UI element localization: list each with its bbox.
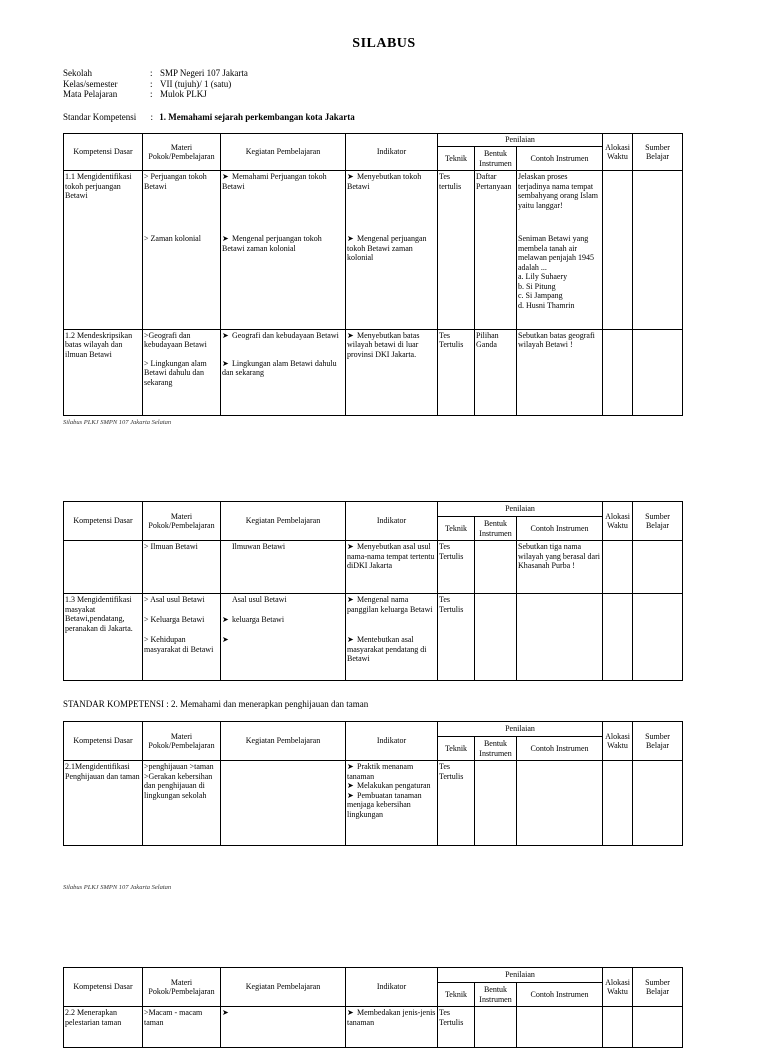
header-alokasi: Alokasi Waktu	[603, 502, 633, 541]
header-alokasi: Alokasi Waktu	[603, 722, 633, 761]
arrow-bullet-icon: ➤	[222, 330, 229, 340]
header-indikator: Indikator	[346, 502, 438, 541]
arrow-bullet-icon: ➤	[347, 595, 354, 604]
info-separator: :	[150, 78, 153, 89]
kegiatan-item: Asal usul Betawi	[232, 595, 287, 604]
alokasi-cell	[603, 541, 633, 594]
contoh-cell: Sebutkan batas geografi wilayah Betawi !	[517, 329, 603, 415]
header-bentuk: Bentuk Instrumen	[475, 517, 517, 541]
header-penilaian: Penilaian	[438, 502, 603, 517]
teknik-cell: Tes Tertulis	[438, 541, 475, 594]
alokasi-cell	[603, 171, 633, 330]
table-row	[64, 1007, 683, 1048]
contoh-cell	[517, 761, 603, 846]
document-title: SILABUS	[352, 36, 416, 51]
materi-item: > Lingkungan alam Betawi dahulu dan sekarang	[144, 358, 207, 387]
header-penilaian: Penilaian	[438, 722, 603, 737]
header-materi: Materi Pokok/Pembelajaran	[143, 968, 221, 1007]
bentuk-cell	[475, 541, 517, 594]
header-teknik: Teknik	[438, 517, 475, 541]
info-value: VII (tujuh)/ 1 (satu)	[160, 78, 232, 89]
header-kompetensi: Kompetensi Dasar	[64, 968, 143, 1007]
info-separator: :	[150, 89, 153, 99]
header-materi: Materi Pokok/Pembelajaran	[143, 722, 221, 761]
arrow-bullet-icon: ➤	[222, 635, 229, 644]
materi-cell: >penghijauan >taman >Gerakan kebersihan dan penghijauan di lingkungan sekolah	[143, 761, 221, 846]
alokasi-cell	[603, 761, 633, 846]
bentuk-cell	[475, 594, 517, 681]
indikator-item: ➤ Menyebutkan batas wilayah betawi di luar provinsi DKI Jakarta.	[347, 330, 420, 359]
materi-cell	[143, 329, 221, 415]
header-kompetensi: Kompetensi Dasar	[64, 134, 143, 171]
header-bentuk: Bentuk Instrumen	[475, 983, 517, 1007]
header-teknik: Teknik	[438, 737, 475, 761]
indikator-item: ➤ Menyebutkan asal usul nama-nama tempat tertentu diDKI Jakarta	[347, 542, 435, 570]
teknik-cell: Tes Tertulis	[438, 1007, 475, 1048]
contoh-item: Seniman Betawi yang membela tanah air melawan penjajah 1945 adalah ...	[518, 234, 594, 272]
kegiatan-item	[222, 1008, 344, 1018]
header-contoh: Contoh Instrumen	[517, 983, 603, 1007]
indikator-cell	[346, 171, 438, 330]
indikator-item: ➤ Pembuatan tanaman menjaga kebersihan lingkungan	[347, 790, 422, 819]
kd-cell: 2.1Mengidentifikasi Penghijauan dan taman	[64, 761, 143, 846]
header-materi: Materi Pokok/Pembelajaran	[143, 134, 221, 171]
indikator-cell	[346, 329, 438, 415]
contoh-item: Jelaskan proses terjadinya nama tempat sembahyang orang Islam yaitu langgar!	[518, 172, 598, 210]
arrow-bullet-icon: ➤	[347, 762, 354, 771]
header-contoh: Contoh Instrumen	[517, 147, 603, 171]
kd-cell: 1.3 Mengidentifikasi masyakat Betawi,pendatang, peranakan di Jakarta.	[64, 594, 143, 681]
kegiatan-item: ➤ keluarga Betawi	[222, 615, 285, 624]
materi-item: > Asal usul Betawi	[144, 595, 205, 604]
kegiatan-cell	[221, 329, 346, 415]
header-bentuk: Bentuk Instrumen	[475, 737, 517, 761]
header-teknik: Teknik	[438, 983, 475, 1007]
kegiatan-cell	[221, 594, 346, 681]
arrow-bullet-icon: ➤	[347, 790, 354, 800]
header-alokasi: Alokasi Waktu	[603, 134, 633, 171]
info-label: Sekolah	[63, 68, 92, 78]
option-item: d. Husni Thamrin	[518, 300, 575, 310]
arrow-bullet-icon: ➤	[222, 1008, 229, 1017]
table-row	[64, 541, 683, 594]
contoh-cell: Sebutkan tiga nama wilayah yang berasal dari Khasanah Purba !	[517, 541, 603, 594]
header-kegiatan: Kegiatan Pembelajaran	[221, 134, 346, 171]
materi-cell: >Macam - macam taman	[143, 1007, 221, 1048]
sumber-cell	[633, 1007, 683, 1048]
kegiatan-item: ➤ Geografi dan kebudayaan Betawi	[222, 330, 339, 340]
bentuk-cell: Pilihan Ganda	[475, 329, 517, 415]
info-row	[63, 68, 248, 79]
kegiatan-cell	[221, 1007, 346, 1048]
teknik-cell: Tes Tertulis	[438, 761, 475, 846]
header-bentuk: Bentuk Instrumen	[475, 147, 517, 171]
materi-item: > Keluarga Betawi	[144, 615, 205, 624]
table-row	[64, 761, 683, 846]
table-row	[64, 329, 683, 415]
header-kegiatan: Kegiatan Pembelajaran	[221, 502, 346, 541]
arrow-bullet-icon: ➤	[222, 615, 229, 624]
header-indikator: Indikator	[346, 134, 438, 171]
header-sumber: Sumber Belajar	[633, 968, 683, 1007]
arrow-bullet-icon: ➤	[347, 542, 354, 551]
bentuk-cell: Daftar Pertanyaan	[475, 171, 517, 330]
kegiatan-cell	[221, 761, 346, 846]
teknik-cell: Tes tertulis	[438, 171, 475, 330]
arrow-bullet-icon: ➤	[347, 635, 354, 644]
option-item: b. Si Pitung	[518, 281, 556, 291]
header-materi: Materi Pokok/Pembelajaran	[143, 502, 221, 541]
kegiatan-cell	[221, 171, 346, 330]
header-kegiatan: Kegiatan Pembelajaran	[221, 722, 346, 761]
alokasi-cell	[603, 1007, 633, 1048]
indikator-item: ➤ Mentebutkan asal masyarakat pendatang di Betawi	[347, 635, 427, 663]
contoh-cell	[517, 1007, 603, 1048]
bentuk-cell	[475, 761, 517, 846]
standar-kompetensi	[63, 112, 355, 122]
header-indikator: Indikator	[346, 722, 438, 761]
syllabus-table-4	[63, 967, 683, 1048]
info-value: Mulok PLKJ	[160, 89, 207, 99]
indikator-item: ➤ Menyebutkan tokoh Betawi	[347, 172, 422, 191]
kegiatan-item: ➤ Mengenal perjuangan tokoh Betawi zaman kolonial	[222, 234, 322, 253]
arrow-bullet-icon: ➤	[347, 781, 354, 790]
kegiatan-item: Ilmuwan Betawi	[232, 542, 286, 551]
materi-cell	[143, 594, 221, 681]
info-label: Mata Pelajaran	[63, 89, 118, 99]
indikator-item: ➤ Membedakan jenis-jenis tanaman	[347, 1008, 436, 1027]
header-contoh: Contoh Instrumen	[517, 517, 603, 541]
header-sumber: Sumber Belajar	[633, 502, 683, 541]
kd-cell	[64, 541, 143, 594]
arrow-bullet-icon: ➤	[222, 234, 229, 244]
materi-item: >Geografi dan kebudayaan Betawi	[144, 330, 207, 350]
header-kompetensi: Kompetensi Dasar	[64, 502, 143, 541]
materi-cell: > Ilmuan Betawi	[143, 541, 221, 594]
indikator-item: ➤ Melakukan pengaturan	[347, 781, 431, 790]
arrow-bullet-icon: ➤	[222, 358, 229, 368]
header-sumber: Sumber Belajar	[633, 722, 683, 761]
indikator-item: ➤ Praktik menanam tanaman	[347, 762, 414, 781]
option-item: c. Si Jampang	[518, 291, 563, 301]
indikator-item: ➤ Mengenal nama panggilan keluarga Betawi	[347, 595, 433, 614]
kegiatan-cell	[221, 541, 346, 594]
arrow-bullet-icon: ➤	[347, 1008, 354, 1017]
arrow-bullet-icon: ➤	[347, 172, 354, 182]
standar-value: 1. Memahami sejarah perkembangan kota Jakarta	[159, 112, 355, 122]
header-contoh: Contoh Instrumen	[517, 737, 603, 761]
header-penilaian: Penilaian	[438, 134, 603, 147]
sumber-cell	[633, 761, 683, 846]
header-indikator: Indikator	[346, 968, 438, 1007]
alokasi-cell	[603, 594, 633, 681]
syllabus-table-3	[63, 721, 683, 846]
sumber-cell	[633, 171, 683, 330]
kegiatan-item	[222, 635, 344, 645]
standar-kompetensi-2: STANDAR KOMPETENSI : 2. Memahami dan menerapkan penghijauan dan taman	[63, 699, 369, 709]
info-block	[63, 68, 248, 100]
indikator-item: ➤ Mengenal perjuangan tokoh Betawi zaman kolonial	[347, 234, 427, 263]
header-teknik: Teknik	[438, 147, 475, 171]
syllabus-table-1	[63, 133, 683, 416]
header-kompetensi: Kompetensi Dasar	[64, 722, 143, 761]
teknik-cell: Tes Tertulis	[438, 329, 475, 415]
header-alokasi: Alokasi Waktu	[603, 968, 633, 1007]
indikator-cell	[346, 1007, 438, 1048]
materi-item: > Kehidupan masyarakat di Betawi	[144, 635, 214, 654]
standar-label: Standar Kompetensi	[63, 112, 137, 122]
kegiatan-item: ➤ Lingkungan alam Betawi dahulu dan sekarang	[222, 358, 337, 378]
contoh-cell	[517, 171, 603, 330]
contoh-cell	[517, 594, 603, 681]
header-sumber: Sumber Belajar	[633, 134, 683, 171]
arrow-bullet-icon: ➤	[222, 172, 229, 182]
header-kegiatan: Kegiatan Pembelajaran	[221, 968, 346, 1007]
option-item: a. Lily Suhaery	[518, 272, 568, 282]
info-row	[63, 89, 248, 100]
sumber-cell	[633, 329, 683, 415]
kegiatan-item: ➤ Memahami Perjuangan tokoh Betawi	[222, 172, 327, 191]
sumber-cell	[633, 541, 683, 594]
table-row	[64, 594, 683, 681]
sumber-cell	[633, 594, 683, 681]
standar-separator: :	[150, 112, 154, 122]
bentuk-cell	[475, 1007, 517, 1048]
page-footer: Silabus PLKJ SMPN 107 Jakarta Selatan	[63, 419, 172, 426]
info-label: Kelas/semester	[63, 78, 118, 89]
materi-cell	[143, 171, 221, 330]
indikator-cell	[346, 761, 438, 846]
kd-cell: 1.1 Mengidentifikasi tokoh perjuangan Betawi	[64, 171, 143, 330]
indikator-cell	[346, 541, 438, 594]
syllabus-table-2	[63, 501, 683, 681]
arrow-bullet-icon: ➤	[347, 330, 354, 340]
table-row	[64, 171, 683, 330]
arrow-bullet-icon: ➤	[347, 234, 354, 244]
info-row	[63, 79, 248, 90]
info-value: SMP Negeri 107 Jakarta	[160, 68, 248, 78]
alokasi-cell	[603, 329, 633, 415]
materi-item: > Perjuangan tokoh Betawi	[144, 172, 207, 191]
kd-cell: 1.2 Mendeskripsikan batas wilayah dan ilmuan Betawi	[64, 329, 143, 415]
info-separator: :	[150, 68, 153, 78]
materi-item: > Zaman kolonial	[144, 234, 201, 244]
indikator-cell	[346, 594, 438, 681]
teknik-cell: Tes Tertulis	[438, 594, 475, 681]
kd-cell: 2.2 Menerapkan pelestarian taman	[64, 1007, 143, 1048]
page-footer: Silabus PLKJ SMPN 107 Jakarta Selatan	[63, 884, 172, 891]
header-penilaian: Penilaian	[438, 968, 603, 983]
